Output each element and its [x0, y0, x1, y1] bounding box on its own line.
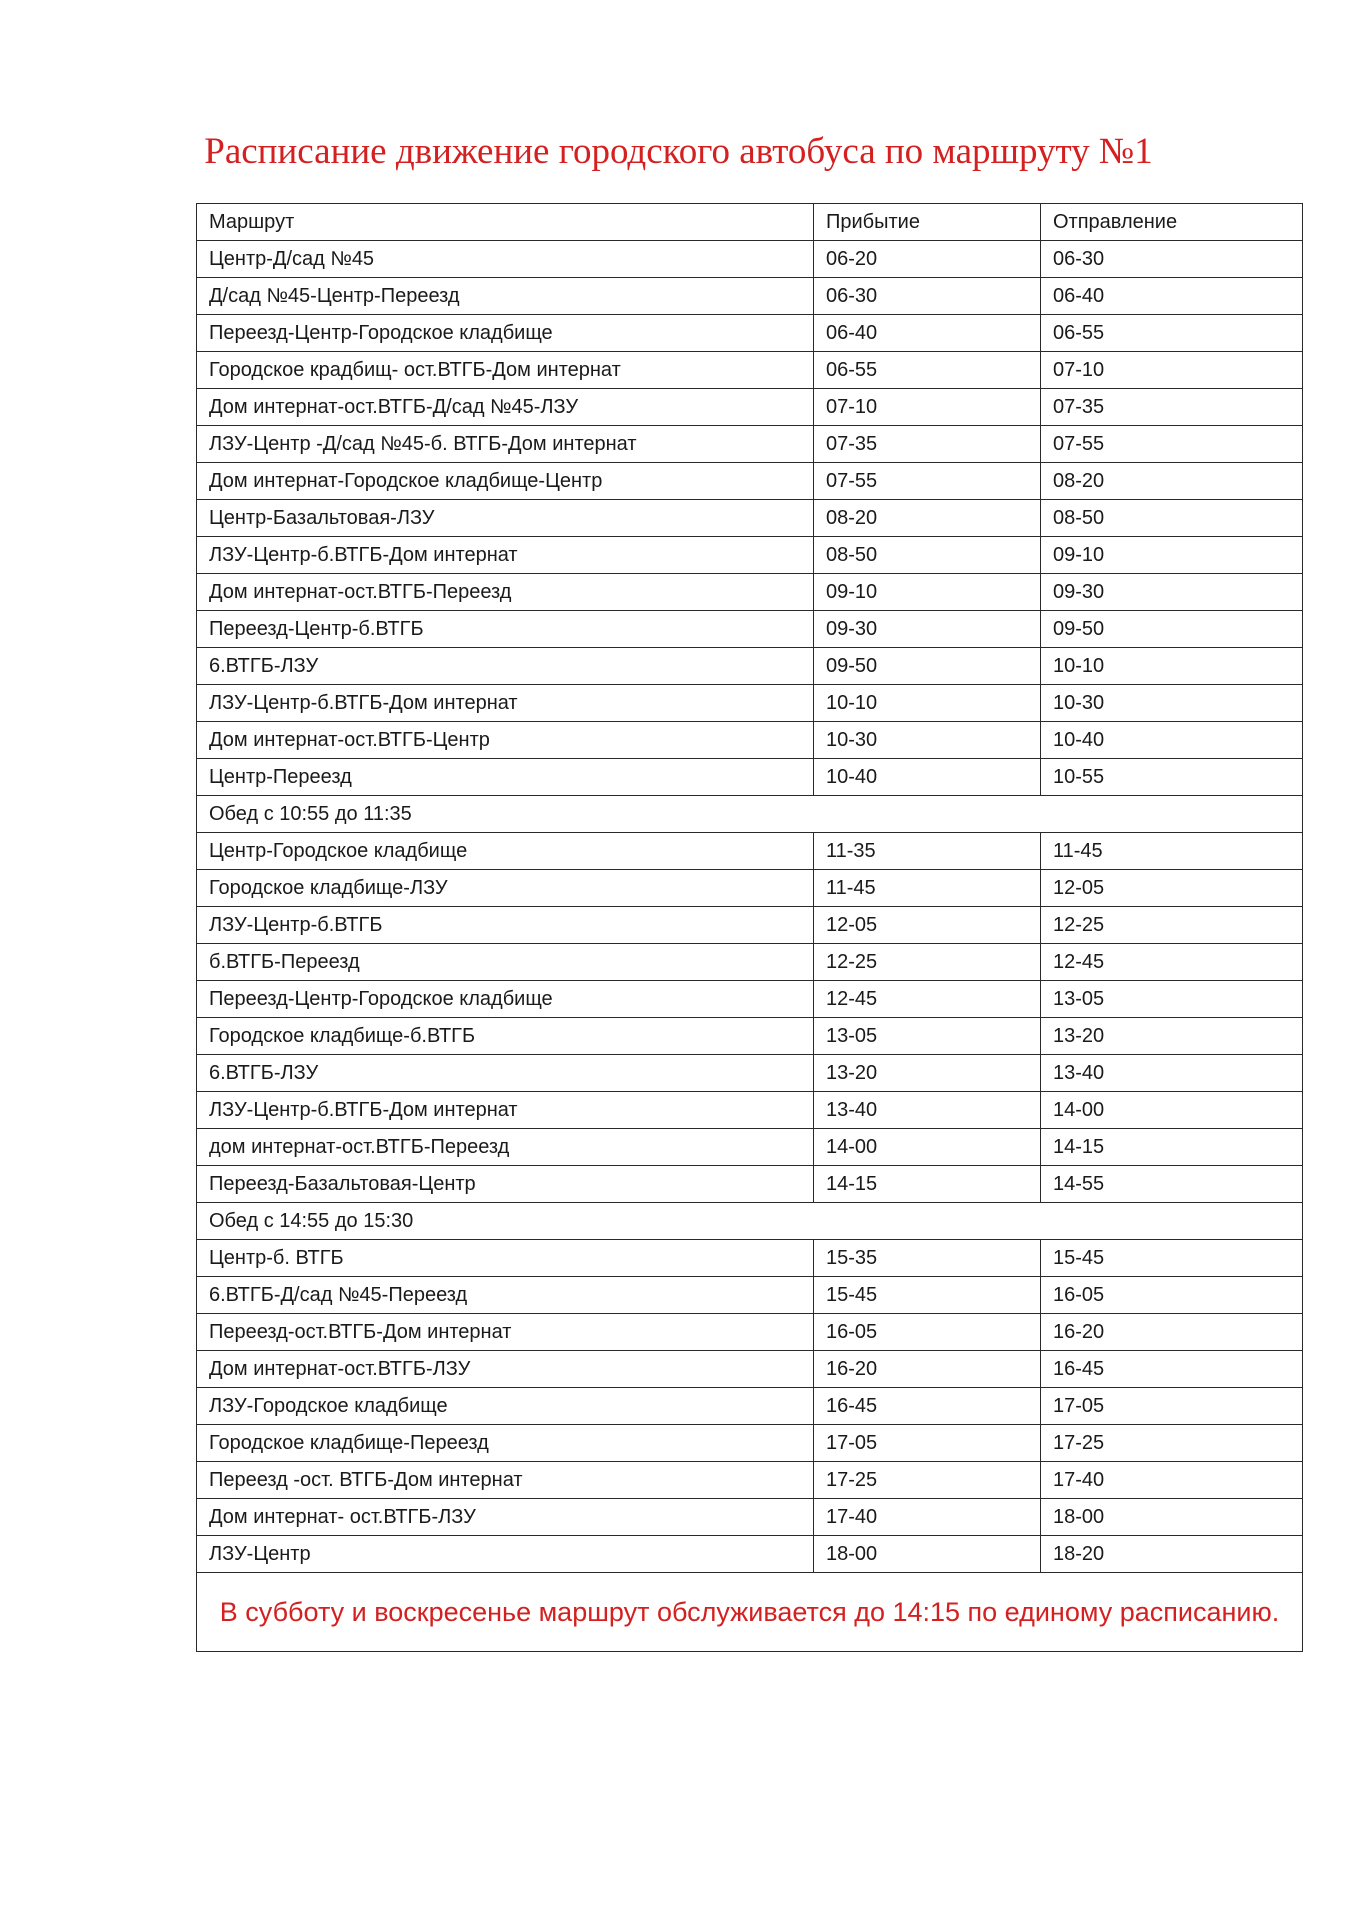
table-row [197, 315, 1303, 352]
route-cell: Дом интернат-ост.ВТГБ-Переезд [197, 574, 814, 611]
arrival-cell: 06-30 [814, 278, 1041, 315]
break-label: Обед с 14:55 до 15:30 [197, 1203, 1303, 1240]
route-cell: Дом интернат-ост.ВТГБ-Центр [197, 722, 814, 759]
arrival-cell: 12-05 [814, 907, 1041, 944]
route-cell: Переезд-Центр-Городское кладбище [197, 315, 814, 352]
arrival-cell: 15-45 [814, 1277, 1041, 1314]
table-row [197, 1055, 1303, 1092]
route-cell: Центр-б. ВТГБ [197, 1240, 814, 1277]
arrival-cell: 10-30 [814, 722, 1041, 759]
departure-cell: 13-40 [1041, 1055, 1303, 1092]
arrival-cell: 06-20 [814, 241, 1041, 278]
break-row [197, 796, 1303, 833]
departure-cell: 14-00 [1041, 1092, 1303, 1129]
route-cell: Переезд-ост.ВТГБ-Дом интернат [197, 1314, 814, 1351]
departure-cell: 18-00 [1041, 1499, 1303, 1536]
departure-cell: 14-55 [1041, 1166, 1303, 1203]
departure-cell: 12-45 [1041, 944, 1303, 981]
arrival-cell: 09-10 [814, 574, 1041, 611]
route-cell: ЛЗУ-Центр-б.ВТГБ-Дом интернат [197, 1092, 814, 1129]
arrival-cell: 16-05 [814, 1314, 1041, 1351]
table-row [197, 574, 1303, 611]
arrival-cell: 06-40 [814, 315, 1041, 352]
table-row [197, 833, 1303, 870]
route-cell: Дом интернат-ост.ВТГБ-Д/сад №45-ЛЗУ [197, 389, 814, 426]
break-row [197, 1203, 1303, 1240]
arrival-cell: 07-10 [814, 389, 1041, 426]
route-cell: 6.ВТГБ-ЛЗУ [197, 648, 814, 685]
page-title: Расписание движение городского автобуса по маршруту №1 [204, 131, 1153, 172]
departure-cell: 10-10 [1041, 648, 1303, 685]
departure-cell: 17-40 [1041, 1462, 1303, 1499]
arrival-cell: 08-20 [814, 500, 1041, 537]
table-row [197, 1277, 1303, 1314]
departure-cell: 11-45 [1041, 833, 1303, 870]
table-row [197, 1536, 1303, 1573]
arrival-cell: 17-25 [814, 1462, 1041, 1499]
arrival-cell: 13-20 [814, 1055, 1041, 1092]
table-row [197, 278, 1303, 315]
departure-cell: 07-10 [1041, 352, 1303, 389]
table-row [197, 759, 1303, 796]
route-cell: Переезд-Центр-б.ВТГБ [197, 611, 814, 648]
departure-cell: 07-35 [1041, 389, 1303, 426]
break-label: Обед с 10:55 до 11:35 [197, 796, 1303, 833]
table-row [197, 1462, 1303, 1499]
header-arrival: Прибытие [814, 204, 1041, 241]
route-cell: Городское кладбище-Переезд [197, 1425, 814, 1462]
arrival-cell: 14-15 [814, 1166, 1041, 1203]
departure-cell: 15-45 [1041, 1240, 1303, 1277]
departure-cell: 16-05 [1041, 1277, 1303, 1314]
table-row [197, 352, 1303, 389]
table-row [197, 1166, 1303, 1203]
table-row [197, 1388, 1303, 1425]
table-row [197, 1240, 1303, 1277]
header-row [197, 204, 1303, 241]
route-cell: б.ВТГБ-Переезд [197, 944, 814, 981]
departure-cell: 14-15 [1041, 1129, 1303, 1166]
departure-cell: 09-30 [1041, 574, 1303, 611]
table-row [197, 389, 1303, 426]
table-row [197, 1314, 1303, 1351]
route-cell: Городское кладбище-ЛЗУ [197, 870, 814, 907]
departure-cell: 07-55 [1041, 426, 1303, 463]
arrival-cell: 13-05 [814, 1018, 1041, 1055]
departure-cell: 10-40 [1041, 722, 1303, 759]
table-row [197, 463, 1303, 500]
route-cell: Переезд-Центр-Городское кладбище [197, 981, 814, 1018]
arrival-cell: 14-00 [814, 1129, 1041, 1166]
arrival-cell: 13-40 [814, 1092, 1041, 1129]
schedule-body [197, 204, 1303, 1573]
route-cell: Д/сад №45-Центр-Переезд [197, 278, 814, 315]
table-row [197, 907, 1303, 944]
arrival-cell: 17-05 [814, 1425, 1041, 1462]
departure-cell: 10-30 [1041, 685, 1303, 722]
arrival-cell: 16-45 [814, 1388, 1041, 1425]
arrival-cell: 10-40 [814, 759, 1041, 796]
arrival-cell: 10-10 [814, 685, 1041, 722]
departure-cell: 18-20 [1041, 1536, 1303, 1573]
header-route: Маршрут [197, 204, 814, 241]
departure-cell: 17-05 [1041, 1388, 1303, 1425]
departure-cell: 06-30 [1041, 241, 1303, 278]
departure-cell: 06-40 [1041, 278, 1303, 315]
arrival-cell: 11-35 [814, 833, 1041, 870]
departure-cell: 08-50 [1041, 500, 1303, 537]
route-cell: ЛЗУ-Центр -Д/сад №45-б. ВТГБ-Дом интернат [197, 426, 814, 463]
table-row [197, 1425, 1303, 1462]
header-departure: Отправление [1041, 204, 1303, 241]
note-row [197, 1573, 1303, 1652]
departure-cell: 16-20 [1041, 1314, 1303, 1351]
departure-cell: 08-20 [1041, 463, 1303, 500]
route-cell: Дом интернат-ост.ВТГБ-ЛЗУ [197, 1351, 814, 1388]
table-row [197, 981, 1303, 1018]
departure-cell: 13-05 [1041, 981, 1303, 1018]
departure-cell: 12-25 [1041, 907, 1303, 944]
table-row [197, 685, 1303, 722]
route-cell: Центр-Д/сад №45 [197, 241, 814, 278]
arrival-cell: 09-50 [814, 648, 1041, 685]
arrival-cell: 07-35 [814, 426, 1041, 463]
table-row [197, 648, 1303, 685]
arrival-cell: 07-55 [814, 463, 1041, 500]
route-cell: Городское крадбищ- ост.ВТГБ-Дом интернат [197, 352, 814, 389]
departure-cell: 16-45 [1041, 1351, 1303, 1388]
route-cell: Центр-Переезд [197, 759, 814, 796]
departure-cell: 12-05 [1041, 870, 1303, 907]
table-row [197, 1092, 1303, 1129]
table-row [197, 611, 1303, 648]
arrival-cell: 18-00 [814, 1536, 1041, 1573]
route-cell: Центр-Городское кладбище [197, 833, 814, 870]
weekend-note: В субботу и воскресенье маршрут обслуживается до 14:15 по единому расписанию. [197, 1573, 1303, 1652]
route-cell: Дом интернат-Городское кладбище-Центр [197, 463, 814, 500]
table-row [197, 944, 1303, 981]
table-row [197, 1129, 1303, 1166]
arrival-cell: 12-25 [814, 944, 1041, 981]
table-row [197, 1018, 1303, 1055]
route-cell: ЛЗУ-Центр [197, 1536, 814, 1573]
route-cell: ЛЗУ-Городское кладбище [197, 1388, 814, 1425]
departure-cell: 10-55 [1041, 759, 1303, 796]
table-row [197, 241, 1303, 278]
route-cell: Переезд-Базальтовая-Центр [197, 1166, 814, 1203]
arrival-cell: 15-35 [814, 1240, 1041, 1277]
arrival-cell: 09-30 [814, 611, 1041, 648]
table-row [197, 537, 1303, 574]
route-cell: Центр-Базальтовая-ЛЗУ [197, 500, 814, 537]
route-cell: ЛЗУ-Центр-б.ВТГБ-Дом интернат [197, 537, 814, 574]
route-cell: ЛЗУ-Центр-б.ВТГБ-Дом интернат [197, 685, 814, 722]
arrival-cell: 16-20 [814, 1351, 1041, 1388]
arrival-cell: 06-55 [814, 352, 1041, 389]
route-cell: ЛЗУ-Центр-б.ВТГБ [197, 907, 814, 944]
arrival-cell: 17-40 [814, 1499, 1041, 1536]
table-row [197, 1351, 1303, 1388]
arrival-cell: 08-50 [814, 537, 1041, 574]
departure-cell: 09-50 [1041, 611, 1303, 648]
departure-cell: 06-55 [1041, 315, 1303, 352]
route-cell: 6.ВТГБ-ЛЗУ [197, 1055, 814, 1092]
table-row [197, 426, 1303, 463]
table-row [197, 500, 1303, 537]
arrival-cell: 11-45 [814, 870, 1041, 907]
table-row [197, 1499, 1303, 1536]
departure-cell: 13-20 [1041, 1018, 1303, 1055]
arrival-cell: 12-45 [814, 981, 1041, 1018]
route-cell: Дом интернат- ост.ВТГБ-ЛЗУ [197, 1499, 814, 1536]
departure-cell: 17-25 [1041, 1425, 1303, 1462]
departure-cell: 09-10 [1041, 537, 1303, 574]
route-cell: 6.ВТГБ-Д/сад №45-Переезд [197, 1277, 814, 1314]
table-row [197, 722, 1303, 759]
schedule-table [196, 203, 1303, 1652]
table-row [197, 870, 1303, 907]
route-cell: Переезд -ост. ВТГБ-Дом интернат [197, 1462, 814, 1499]
route-cell: дом интернат-ост.ВТГБ-Переезд [197, 1129, 814, 1166]
route-cell: Городское кладбище-б.ВТГБ [197, 1018, 814, 1055]
